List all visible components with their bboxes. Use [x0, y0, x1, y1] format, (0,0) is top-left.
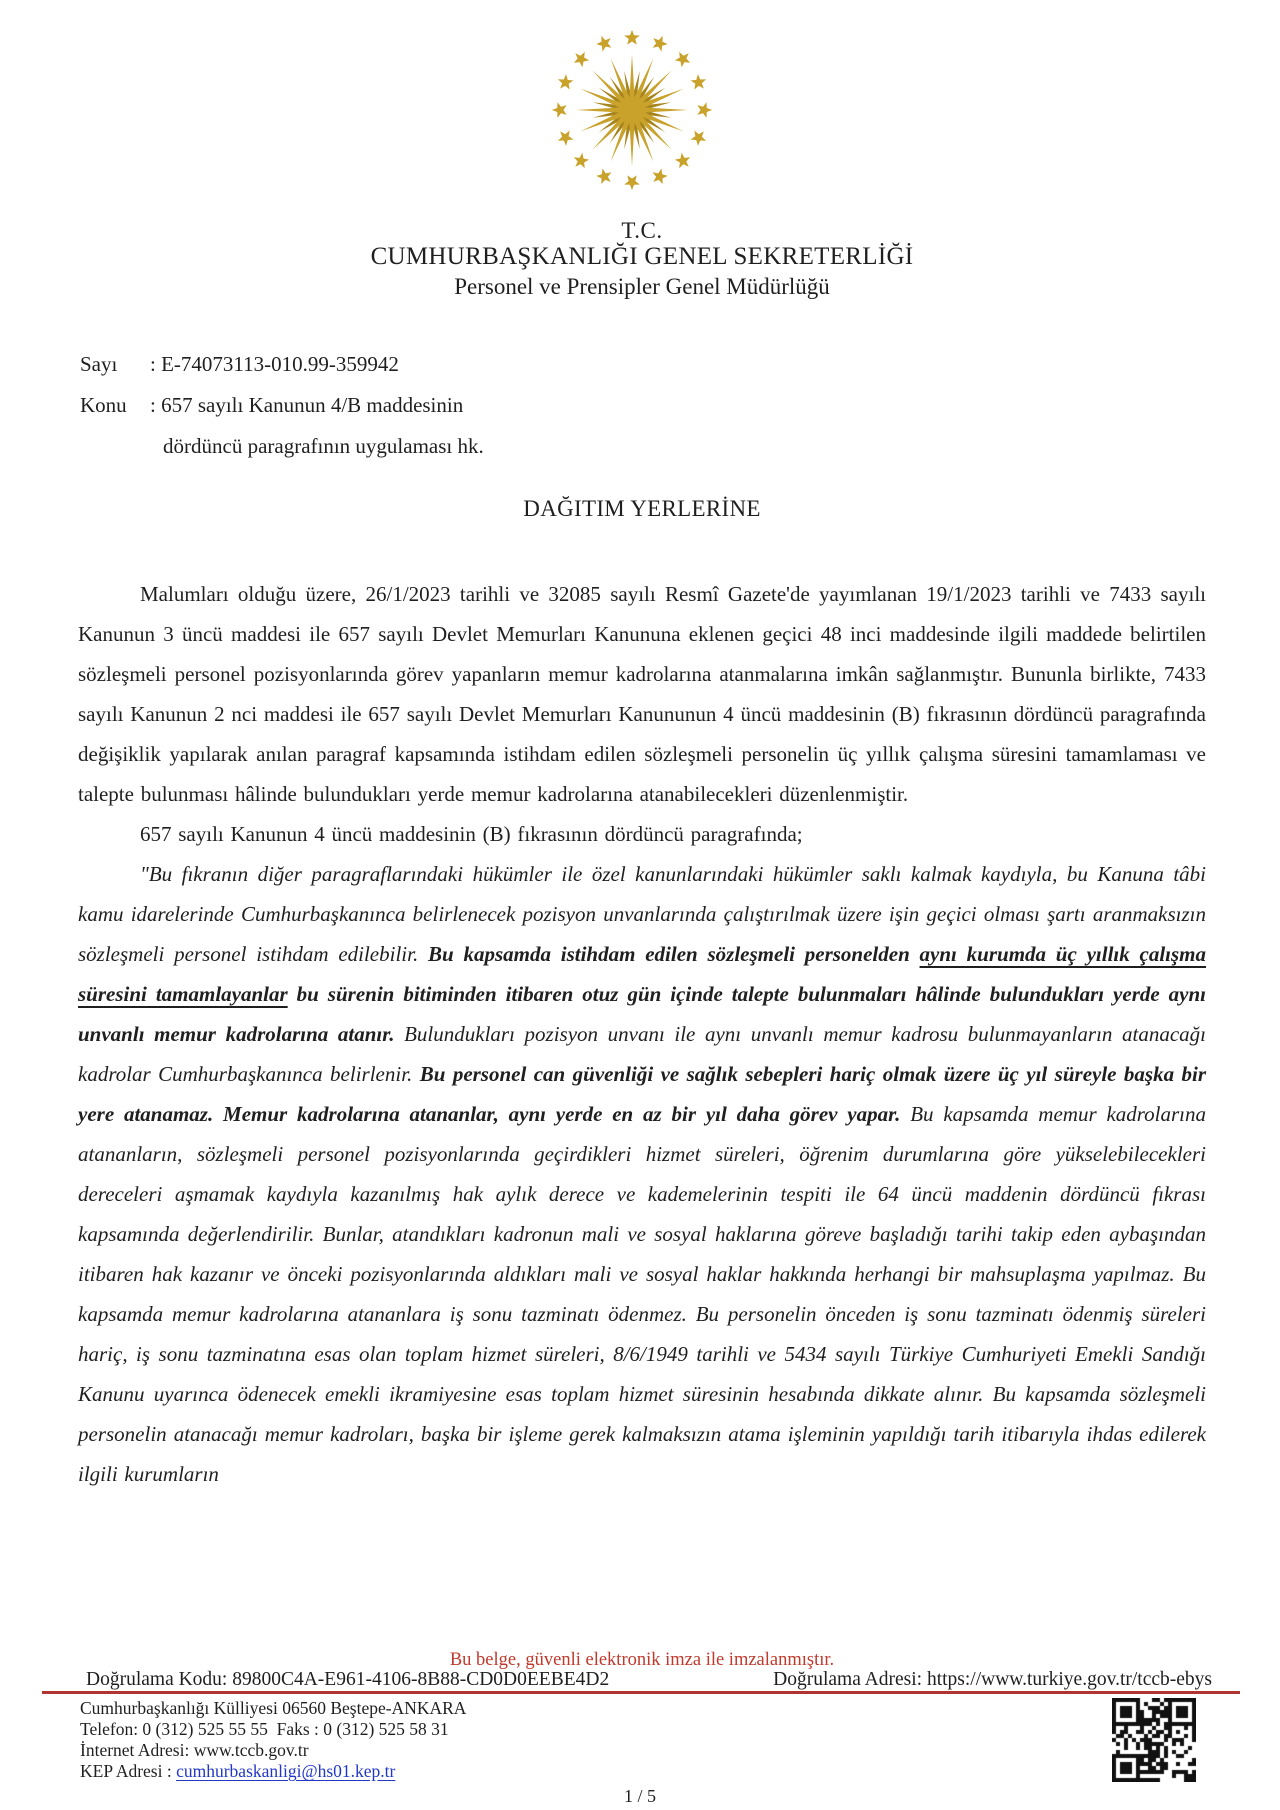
- konu-row: [80, 385, 484, 467]
- konu-value-line2: dördüncü paragrafının uygulaması hk.: [163, 434, 484, 458]
- konu-value: [150, 385, 484, 467]
- paragraph-lead-in: 657 sayılı Kanunun 4 üncü maddesinin (B) fıkrasının dördüncü paragrafında;: [140, 822, 803, 846]
- document-meta: [80, 344, 484, 467]
- address-line-3: İnternet Adresi: www.tccb.gov.tr: [80, 1740, 309, 1760]
- page-number: 1 / 5: [623, 1786, 656, 1806]
- verification-address: Doğrulama Adresi: https://www.turkiye.gov.tr/tccb-ebys: [773, 1669, 1212, 1690]
- verification-row: [86, 1669, 1212, 1691]
- address-line-1: Cumhurbaşkanlığı Külliyesi 06560 Beştepe-ANKARA: [80, 1698, 467, 1718]
- recipient-line: DAĞITIM YERLERİNE: [523, 496, 761, 521]
- footer-divider-rule: [42, 1691, 1240, 1694]
- esignature-notice: Bu belge, güvenli elektronik imza ile imzalanmıştır.: [449, 1650, 835, 1670]
- verification-code: Doğrulama Kodu: 89800C4A-E961-4106-8B88-CD0D0EEBE4D2: [86, 1669, 610, 1690]
- republic-abbreviation: T.C.: [621, 218, 663, 243]
- organization-title: CUMHURBAŞKANLIĞI GENEL SEKRETERLİĞİ: [370, 243, 914, 270]
- department-subtitle: Personel ve Prensipler Genel Müdürlüğü: [454, 274, 830, 299]
- kep-email-link[interactable]: cumhurbaskanligi@hs01.kep.tr: [176, 1761, 396, 1781]
- sunburst-and-stars-emblem: [550, 28, 714, 192]
- sayi-value: : E-74073113-010.99-359942: [150, 352, 399, 376]
- konu-label: Konu: [80, 393, 127, 417]
- quoted-law-provision: "Bu fıkranın diğer paragraflarındaki hükümler ile özel kanunlarındaki hükümler saklı kalmak kaydıyla, bu Kanuna tâbi kamu idarelerinde Cumhurbaşkanınca belirlenecek pozisyon unvanlarında çalıştırılmak üzere işin geçici olması şartı aranmaksızın sözleşmeli personel istihdam edilebilir. Bu kapsamda istihdam edilen sözleşmeli personelden aynı kurumda üç yıllık çalışma süresini tamamlayanlar bu sürenin bitiminden itibaren otuz gün içinde talepte bulunmaları hâlinde bulundukları yerde aynı unvanlı memur kadrolarına atanır. Bulundukları pozisyon unvanı ile aynı unvanlı memur kadrosu bulunmayanların atanacağı kadrolar Cumhurbaşkanınca belirlenir. Bu personel can güvenliği ve sağlık sebepleri hariç olmak üzere üç yıl süreyle başka bir yere atanamaz. Memur kadrolarına atananlar, aynı yerde en az bir yıl daha görev yapar. Bu kapsamda memur kadrolarına atananların, sözleşmeli personel pozisyonlarında geçirdikleri hizmet süreleri, öğrenim durumlarına göre yükselebilecekleri dereceleri aşmamak kaydıyla kazanılmış hak aylık derece ve kademelerinin tespiti ile 64 üncü maddenin dördüncü fıkrası kapsamında değerlendirilir. Bunlar, atandıkları kadronun mali ve sosyal haklarına göreve başladığı tarihi takip eden aybaşından itibaren hak kazanır ve önceki pozisyonlarında aldıkları mali ve sosyal haklar hakkında herhangi bir mahsuplaşma yapılmaz. Bu kapsamda memur kadrolarına atananlara iş sonu tazminatı ödenmez. Bu personelin önceden iş sonu tazminatı ödenmiş süreleri hariç, iş sonu tazminatına esas olan toplam hizmet süreleri, 8/6/1949 tarihli ve 5434 sayılı Türkiye Cumhuriyeti Emekli Sandığı Kanunu uyarınca ödenecek emekli ikramiyesine esas toplam hizmet süresinin hesabında dikkate alınır. Bu kapsamda sözleşmeli personelin atanacağı memur kadroları, başka bir işleme gerek kalmaksızın atama işleminin yapıldığı tarih itibarıyla ihdas edilerek ilgili kurumların: [78, 862, 1207, 1486]
- sayi-label: Sayı: [80, 352, 118, 376]
- address-line-2: Telefon: 0 (312) 525 55 55 Faks : 0 (312) 525 58 31: [80, 1719, 449, 1739]
- qr-code: [1112, 1698, 1196, 1782]
- sayi-row: [80, 344, 484, 385]
- address-block: [80, 1698, 466, 1782]
- presidential-seal-icon: [0, 28, 1264, 192]
- kep-label: KEP Adresi :: [80, 1761, 177, 1781]
- konu-value-line1: : 657 sayılı Kanunun 4/B maddesinin: [150, 393, 464, 417]
- letter-body: [78, 574, 1206, 1494]
- kep-address-line: [80, 1761, 466, 1782]
- paragraph-intro: Malumları olduğu üzere, 26/1/2023 tarihli ve 32085 sayılı Resmî Gazete'de yayımlanan 19/1/2023 tarihli ve 7433 sayılı Kanunun 3 üncü maddesi ile 657 sayılı Devlet Memurları Kanununa eklenen geçici 48 inci maddesinde ilgili maddede belirtilen sözleşmeli personel pozisyonlarında görev yapanların memur kadrolarına atanmalarına imkân sağlanmıştır. Bununla birlikte, 7433 sayılı Kanunun 2 nci maddesi ile 657 sayılı Devlet Memurları Kanununun 4 üncü maddesinin (B) fıkrasının dördüncü paragrafında değişiklik yapılarak anılan paragraf kapsamında istihdam edilen sözleşmeli personelin üç yıllık çalışma süresini tamamlaması ve talepte bulunması hâlinde bulundukları yerde memur kadrolarına atanabilecekleri düzenlenmiştir.: [78, 582, 1206, 806]
